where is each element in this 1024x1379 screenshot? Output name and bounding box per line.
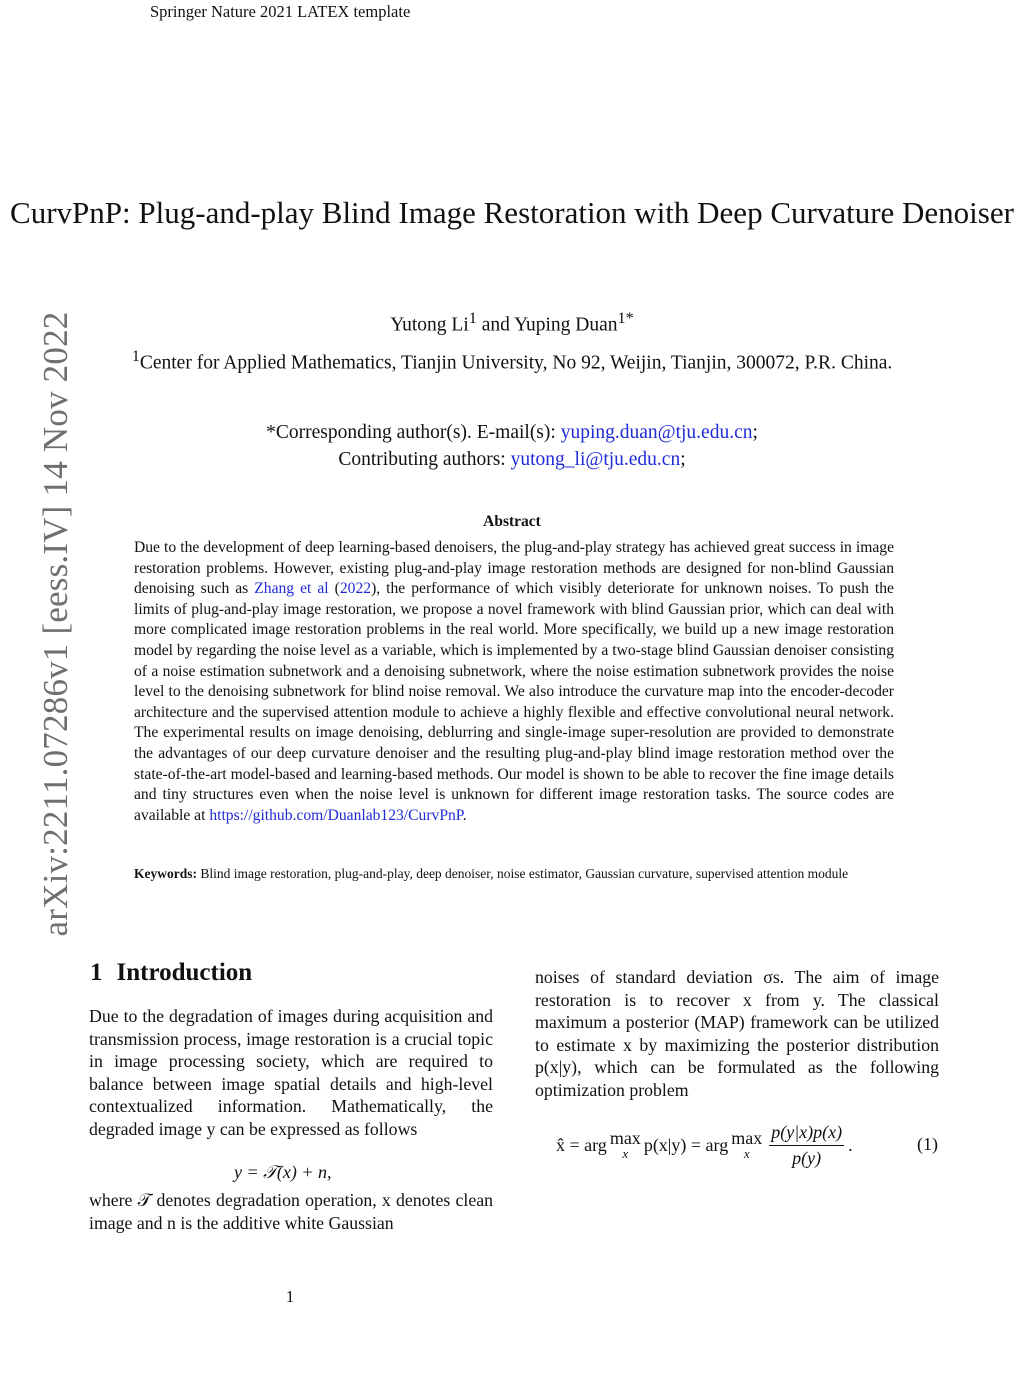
argmax-operator (731, 1127, 763, 1162)
keywords (134, 865, 894, 883)
abstract-end: . (462, 806, 467, 824)
contributing-suffix: ; (680, 449, 686, 470)
affiliation-text: Center for Applied Mathematics, Tianjin University, No 92, Weijin, Tianjin, 300072, P.R. China. (139, 352, 893, 374)
fraction-denominator: p(y) (792, 1148, 822, 1168)
paper-title: CurvPnP: Plug-and-play Blind Image Restoration with Deep Curvature Denoiser (10, 195, 1014, 230)
citation-year-link[interactable]: 2022 (339, 580, 372, 598)
author-sup: 1* (617, 309, 634, 327)
equation-number: (1) (917, 1134, 938, 1154)
map-equation (556, 1122, 853, 1169)
abstract-text: Due to the development of deep learning-based denoisers, the plug-and-play strategy has achieved great success in image restoration problems. However, existing plug-and-play image restoration methods are designed for non-blind Gaussian denoising such as Zhang et al (2022), the performance of which visibly deteriorate for unknown noises. To push the limits of plug-and-play image restoration, we propose a novel framework with blind Gaussian prior, which can deal with more complicated image restoration problems in the real world. More specifically, we build up a new image restoration model by regarding the noise level as a variable, which is implemented by a two-stage blind Gaussian denoiser consisting of a noise estimation subnetwork and a denoising subnetwork, where the noise estimation subnetwork provides the noise level to the denoising subnetwork for blind noise removal. We also introduce the curvature map into the encoder-decoder architecture and the supervised attention module to achieve a highly flexible and effective convolutional neural network. The experimental results on image denoising, deblurring and single-image super-resolution are provided to demonstrate the advantages of our deep curvature denoiser and the resulting plug-and-play blind image restoration method over the state-of-the-art model-based and learning-based methods. Our model is shown to be able to recover the fine image details and tiny structures even when the noise level is unknown for different image restoration tasks. The source codes are available at https://github.com/Duanlab123/CurvPnP. (134, 539, 894, 824)
author-list (0, 309, 1024, 337)
abstract-heading: Abstract (483, 513, 541, 530)
keywords-text: Blind image restoration, plug-and-play, deep denoiser, noise estimator, Gaussian curvature, supervised attention module (197, 866, 849, 881)
section-number: 1 (90, 959, 103, 986)
argmax-sub: x (743, 1145, 750, 1161)
argmax-operator (609, 1127, 641, 1162)
contributing-prefix: Contributing authors: (338, 449, 511, 470)
author-name: Yuping Duan (514, 314, 618, 336)
degradation-equation: y = 𝒯(x) + n, (234, 1162, 332, 1182)
corresponding-email-link[interactable]: yuping.duan@tju.edu.cn (560, 422, 753, 443)
keywords-label: Keywords: (134, 866, 197, 881)
intro-paragraph-1: Due to the degradation of images during acquisition and transmission process, image restoration is a crucial topic in image processing society, which are required to balance between image spatial details and high-level contextualized information. Mathematically, the degraded image y can be expressed as follows (89, 1006, 493, 1139)
running-header: Springer Nature 2021 LATEX template (150, 2, 411, 21)
author-name: Yutong Li (390, 314, 469, 336)
affiliation (0, 347, 1024, 375)
author-sup: 1 (468, 309, 477, 327)
argmax-sub: x (622, 1145, 629, 1161)
code-url-link[interactable]: https://github.com/Duanlab123/CurvPnP (209, 806, 463, 824)
citation-link[interactable]: Zhang et al (254, 580, 329, 598)
eq-end: . (848, 1135, 853, 1155)
fraction-numerator: p(y|x)p(x) (769, 1122, 844, 1146)
author-joiner: and (476, 314, 515, 336)
section-title: Introduction (116, 959, 253, 986)
contributing-email-link[interactable]: yutong_li@tju.edu.cn (510, 449, 681, 470)
correspondence-prefix: *Corresponding author(s). E-mail(s): (266, 422, 561, 443)
abstract-part: Due to the development of deep learning-based denoisers, the plug-and-play strategy has achieved great success in image restoration problems. However, existing plug-and-play image restoration methods are designed for non-blind Gaussian denoising such as (134, 539, 894, 598)
eq-lhs: x̂ = arg (556, 1135, 607, 1155)
argmax-max: max (609, 1127, 641, 1148)
arxiv-stamp: arXiv:2211.07286v1 [eess.IV] 14 Nov 2022 (36, 311, 75, 937)
correspondence (0, 419, 1024, 473)
posterior-fraction (769, 1122, 844, 1169)
intro-paragraph-2: where 𝒯 denotes degradation operation, x denotes clean image and n is the additive white Gaussian (89, 1190, 493, 1233)
section-heading (90, 959, 252, 987)
affiliation-sup: 1 (131, 347, 140, 365)
page-number: 1 (285, 1287, 295, 1306)
abstract-part: , the performance of which visibly deteriorate for unknown noises. To push the limits of plug-and-play image restoration, we propose a novel framework with blind Gaussian prior, which can deal with more complicated image restoration problems in the real world. More specifically, we build up a new image restoration model by regarding the noise level as a variable, which is implemented by a two-stage blind Gaussian denoiser consisting of a noise estimation subnetwork and a denoising subnetwork, where the noise estimation subnetwork provides the noise level to the denoising subnetwork for blind noise removal. We also introduce the curvature map into the encoder-decoder architecture and the supervised attention module to achieve a highly flexible and effective convolutional neural network. The experimental results on image denoising, deblurring and single-image super-resolution are provided to demonstrate the advantages of our deep curvature denoiser and the resulting plug-and-play blind image restoration method over the state-of-the-art model-based and learning-based methods. Our model is shown to be able to recover the fine image details and tiny structures even when the noise level is unknown for different image restoration tasks. The source codes are available at (134, 580, 894, 824)
argmax-max: max (731, 1127, 763, 1148)
eq-mid: p(x|y) = arg (643, 1135, 729, 1155)
intro-paragraph-3: noises of standard deviation σs. The aim of image restoration is to recover x from y. The classical maximum a posterior (MAP) framework can be utilized to estimate x by maximizing the posterior distribution p(x|y), which can be formulated as the following optimization problem (535, 967, 939, 1100)
correspondence-suffix: ; (752, 422, 758, 443)
